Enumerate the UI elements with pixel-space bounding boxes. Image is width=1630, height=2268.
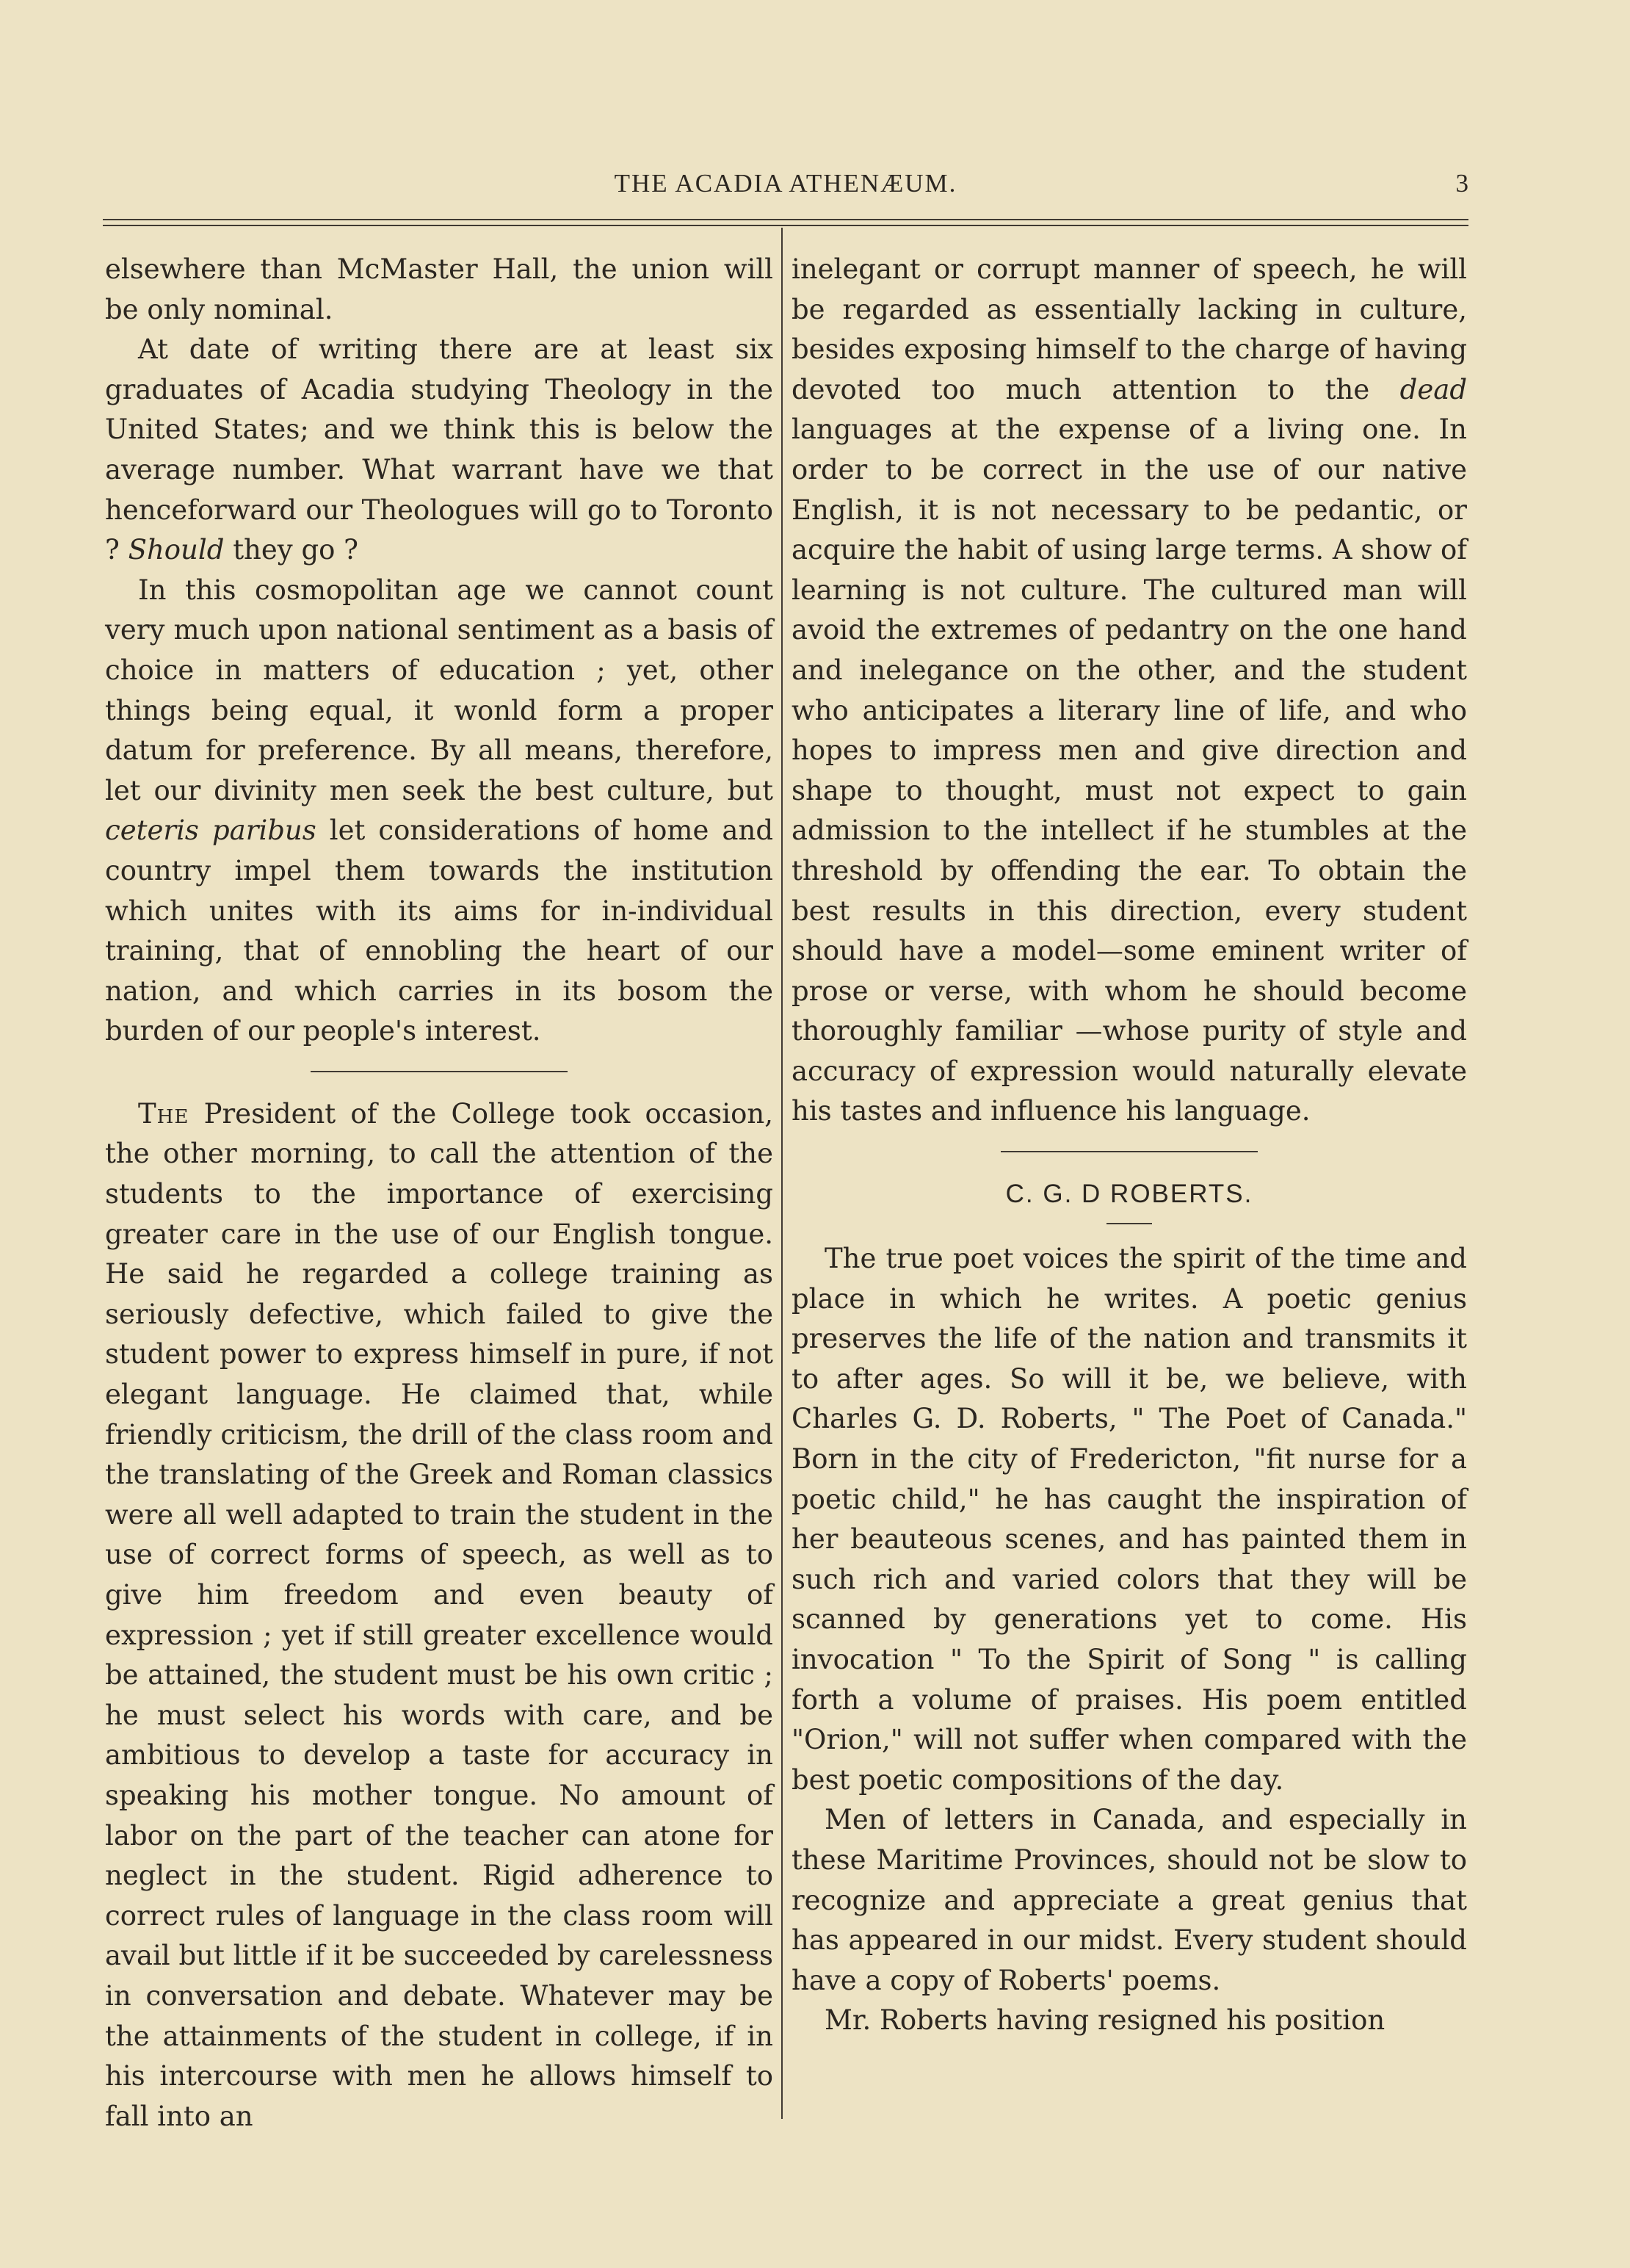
section-heading-roberts: C. G. D ROBERTS. [1005, 1180, 1253, 1209]
right-paragraph-3: Men of letters in Canada, and especially in these Maritime Provinces, should not be slow to recognize and appreciate a great genius that has appeared in our midst. Every student should have a copy of Roberts' poems. [792, 1804, 1467, 1996]
header-rule-top [103, 219, 1468, 220]
left-paragraph-3: In this cosmopolitan age we cannot count very much upon national sentiment as a basis of choice in matters of education ; yet, other things being equal, it wonld form a proper datum for preference. By all means, therefore, let our divinity men seek the best culture, but ceteris paribus let considerations of home and country impel them towards the institution which unites with its aims for in-individual training, that of ennobling the heart of our nation, and which carries in its bosom the burden of our people's interest. [105, 574, 774, 1047]
column-divider [781, 228, 783, 2119]
left-paragraph-president: The President of the College took occasion, the other morning, to call the attention of the students to the importance of exercising greater care in the use of our English tongue. He said he regarded a college training as seriously defective, which failed to give the student power to express himself in pure, if not elegant language. He claimed that, while friendly criticism, the drill of the class room and the translating of the Greek and Roman classics were all well adapted to train the student in the use of correct forms of speech, as well as to give him freedom and even beauty of expression ; yet if still greater excellence would be attained, the student must be his own critic ; he must select his words with care, and be ambitious to develop a taste for accuracy in speaking his mother tongue. No amount of labor on the part of the teacher can atone for neglect in the student. Rigid adherence to correct rules of language in the class room will avail but little if it be succeeded by carelessness in conversation and debate. Whatever may be the attainments of the student in college, if in his intercourse with men he allows himself to fall into an [105, 1097, 773, 2132]
emphasis-dead: dead [1399, 373, 1467, 405]
right-column [792, 250, 1467, 2041]
page-number: 3 [1455, 169, 1468, 198]
emphasis-ceteris-paribus: ceteris paribus [105, 815, 316, 847]
journal-title: THE ACADIA ATHENÆUM. [614, 169, 957, 198]
header-rule-bottom [103, 225, 1468, 226]
running-header [103, 163, 1468, 207]
section-separator [311, 1071, 568, 1072]
right-paragraph-2: The true poet voices the spirit of the time and place in which he writes. A poetic genius preserves the life of the nation and transmits it to after ages. So will it be, we believe, with Charles G. D. Roberts, " The Poet of Canada." Born in the city of Fredericton, "fit nurse for a poetic child," he has caught the inspiration of her beauteous scenes, and has painted them in such rich and varied colors that they will be scanned by generations yet to come. His invocation " To the Spirit of Song " is calling forth a volume of praises. His poem entitled "Orion," will not suffer when compared with the best poetic compositions of the day. [792, 1243, 1467, 1796]
lead-word: The [138, 1097, 189, 1130]
emphasis-should: Should [128, 534, 225, 566]
heading-underline [1106, 1223, 1152, 1224]
right-paragraph-4: Mr. Roberts having resigned his position [825, 2004, 1386, 2037]
section-separator [1001, 1151, 1258, 1152]
left-column [105, 250, 773, 2137]
left-paragraph-2: At date of writing there are at least six graduates of Acadia studying Theology in the United States; and we think this is below the average number. What warrant have we that henceforward our Theologues will go to Toronto ? Should they go ? [105, 333, 773, 566]
right-paragraph-1: inelegant or corrupt manner of speech, he will be regarded as essentially lacking in culture, besides exposing himself to the charge of having devoted too much attention to the dead languages at the expense of a living one. In order to be correct in the use of our native English, it is not necessary to be pedantic, or acquire the habit of using large terms. A show of learning is not culture. The cultured man will avoid the extremes of pedantry on the one hand and inelegance on the other, and the student who anticipates a literary line of life, and who hopes to impress men and give direction and shape to thought, must not expect to gain admission to the intellect if he stumbles at the threshold by offending the ear. To obtain the best results in this direction, every student should have a model—some eminent writer of prose or verse, with whom he should become thoroughly familiar —whose purity of style and accuracy of expression would naturally elevate his tastes and influence his language. [792, 253, 1467, 1127]
left-paragraph-1: elsewhere than McMaster Hall, the union will be only nominal. [105, 253, 773, 325]
